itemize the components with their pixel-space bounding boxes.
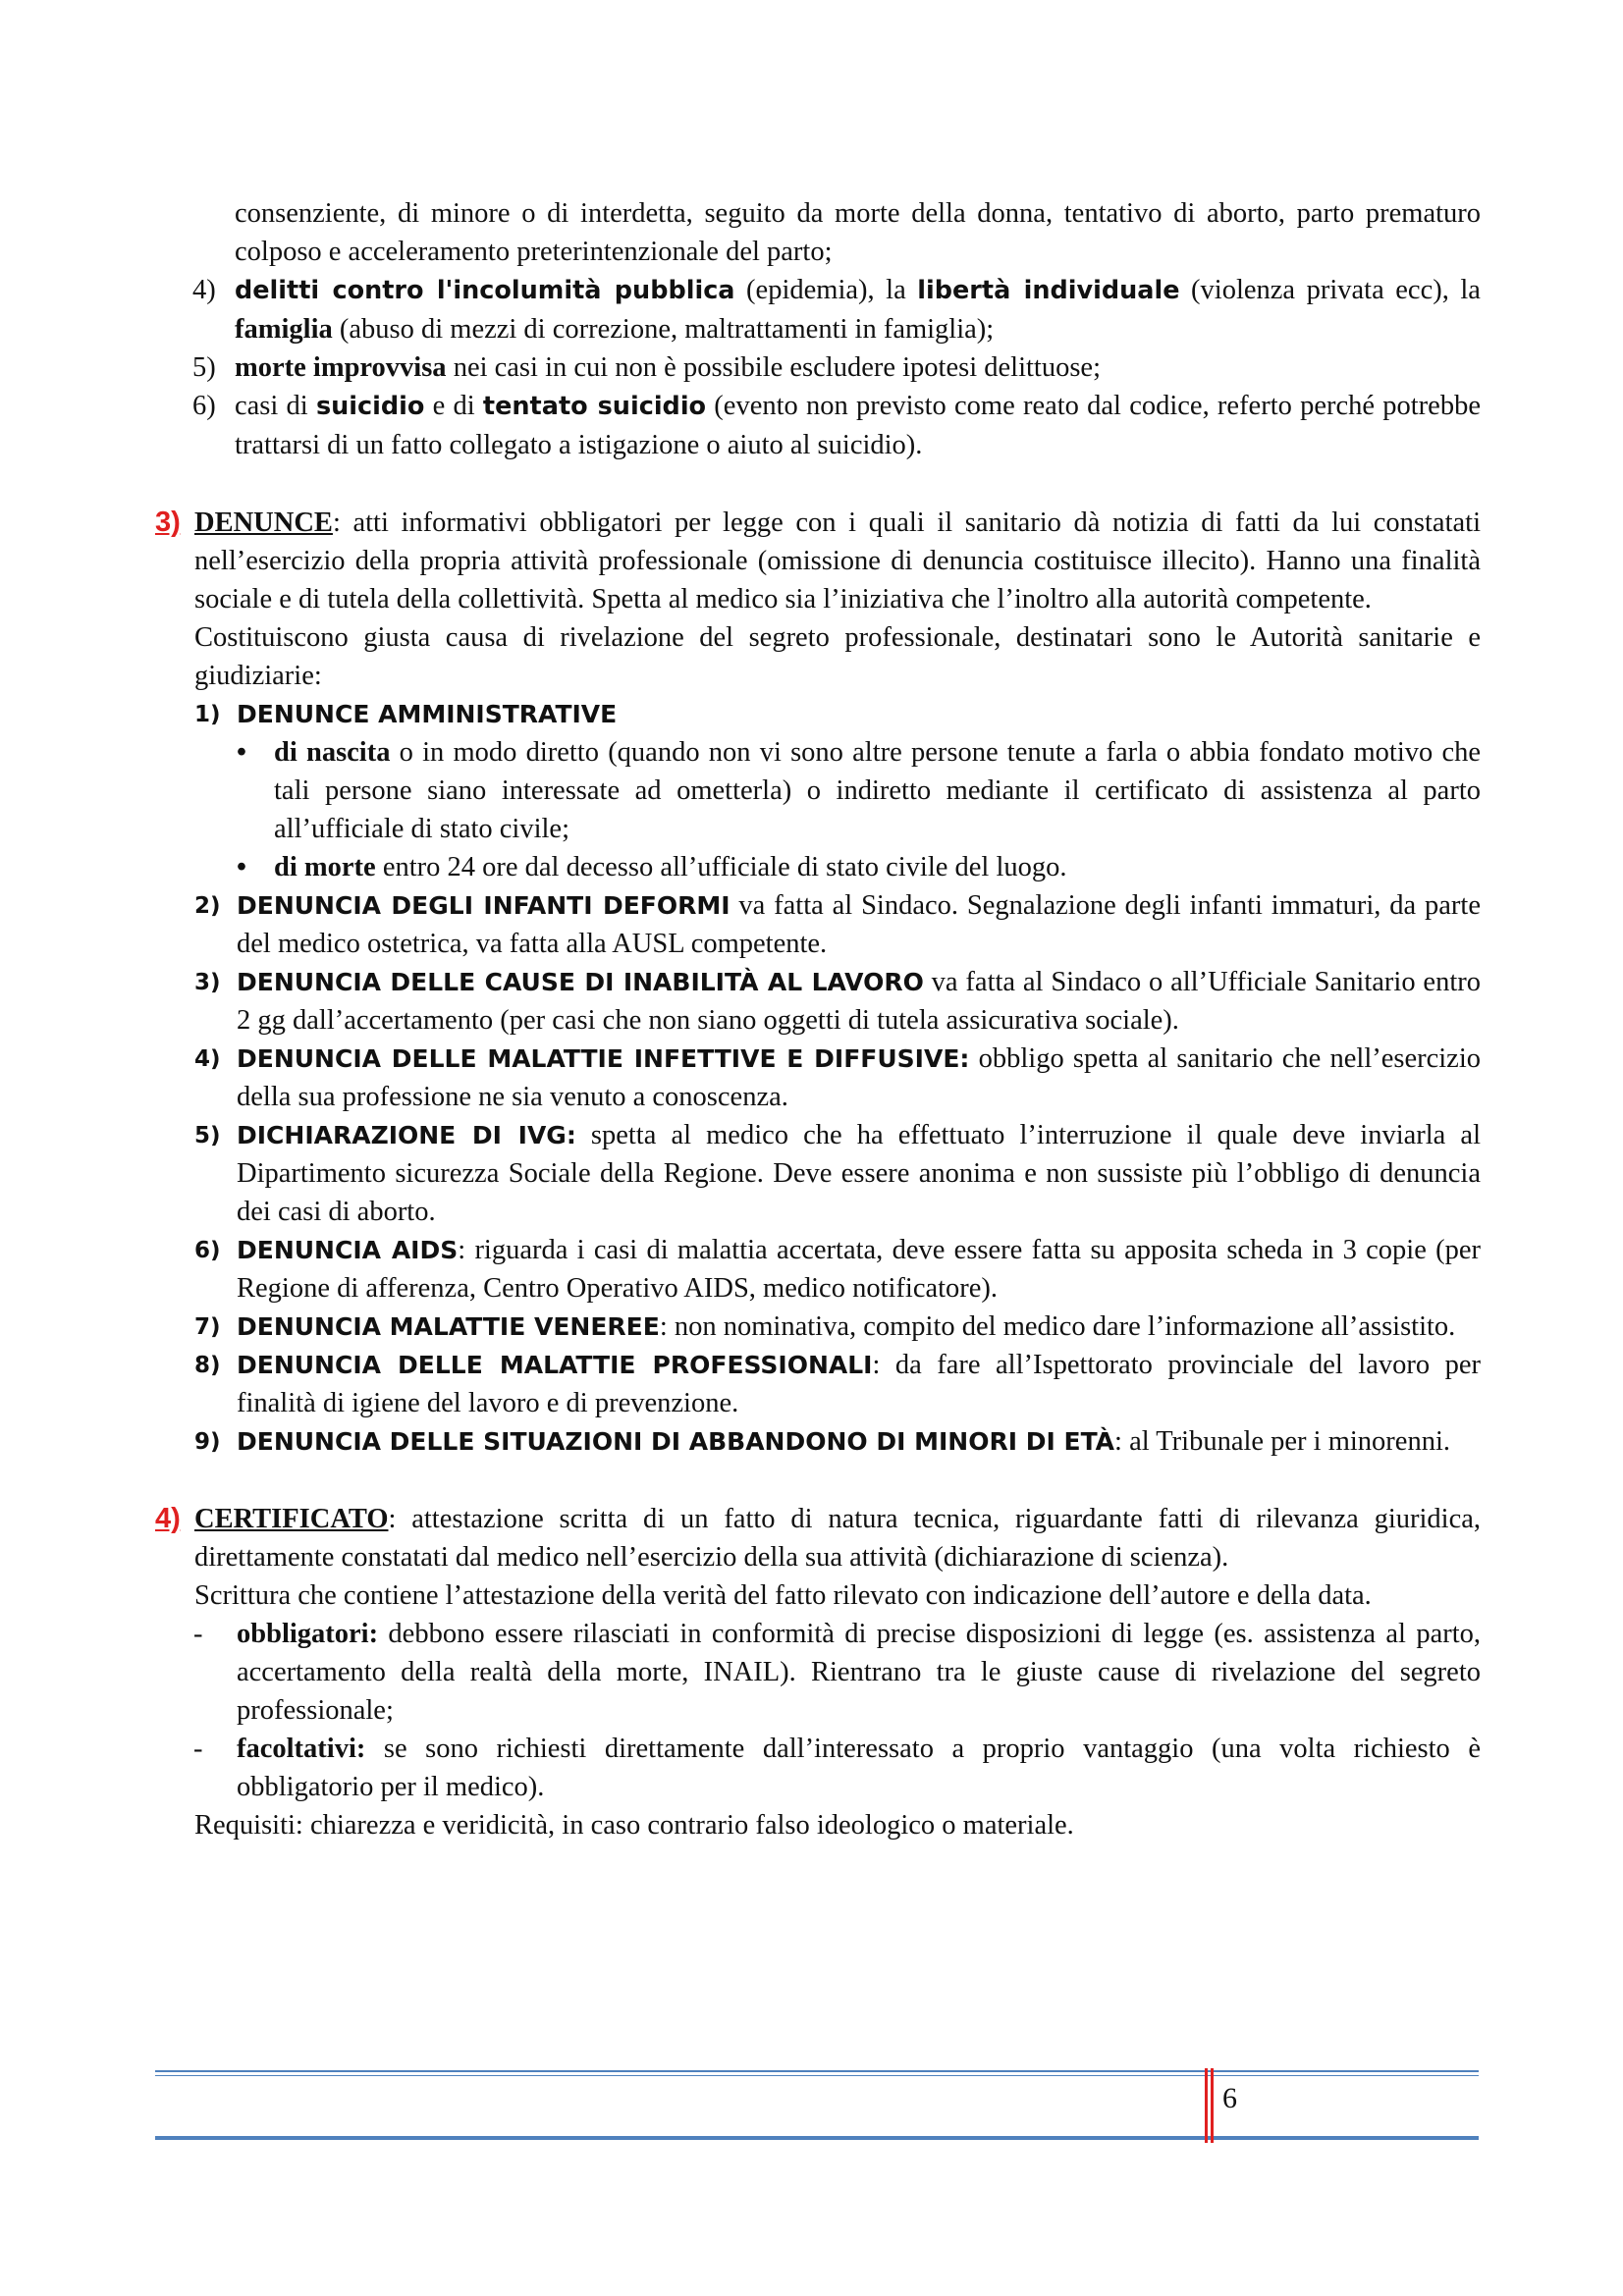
footer-rule-bottom xyxy=(155,2136,1479,2140)
text: (epidemia), la xyxy=(734,275,918,305)
subsection-title: DENUNCIA MALATTIE VENEREE xyxy=(237,1312,660,1341)
subsection-title: DENUNCIA AIDS xyxy=(237,1236,459,1264)
dash-item xyxy=(194,1615,1481,1730)
subsection-number: 8) xyxy=(194,1353,221,1378)
subsection-title: DENUNCIA DEGLI INFANTI DEFORMI xyxy=(237,891,730,920)
list-item xyxy=(192,271,1481,348)
text: e di xyxy=(424,391,483,421)
page-number: 6 xyxy=(1222,2082,1237,2114)
text: (violenza privata ecc), la xyxy=(1179,275,1481,305)
dash-icon: - xyxy=(193,1619,203,1649)
section-title: CERTIFICATO xyxy=(194,1504,389,1534)
section-title: DENUNCE xyxy=(194,507,333,538)
offenses-list xyxy=(192,194,1481,464)
bullet-icon: • xyxy=(237,852,246,882)
subsection-item xyxy=(194,1346,1481,1422)
subsection-item xyxy=(194,1422,1481,1461)
subsection-number: 7) xyxy=(194,1314,221,1340)
subsection-item xyxy=(194,695,1481,733)
list-number: 4) xyxy=(192,275,216,305)
section-denunce xyxy=(155,504,1482,1461)
text: casi di xyxy=(235,391,316,421)
list-item xyxy=(192,348,1481,387)
footer-accent-bar xyxy=(1211,2068,1214,2143)
text: entro 24 ore dal decesso all’ufficiale di stato civile del luogo. xyxy=(375,852,1067,882)
list-number: 5) xyxy=(192,352,216,383)
section-intro-2: Scrittura che contiene l’attestazione della verità del fatto rilevato con indicazione dell’autore e della data. xyxy=(194,1580,1372,1611)
requisiti-line: Requisiti: chiarezza e veridicità, in caso contrario falso ideologico o materiale. xyxy=(194,1810,1074,1841)
dash-icon: - xyxy=(193,1734,203,1764)
text: se sono richiesti direttamente dall’interessato a proprio vantaggio (una volta richiesto è obbligatorio per il medico). xyxy=(237,1734,1481,1802)
subsection-item xyxy=(194,963,1481,1040)
section-intro xyxy=(194,1500,1481,1576)
text: : da fare all’Ispettorato provinciale del lavoro per finalità di igiene del lavoro e di prevenzione. xyxy=(237,1350,1481,1418)
list-item xyxy=(192,387,1481,464)
subsection-number: 1) xyxy=(194,702,221,727)
subsection-item xyxy=(194,1116,1481,1231)
text: : atti informativi obbligatori per legge con i quali il sanitario dà notizia di fatti da lui constatati nell’esercizio della propria attività professionale (omissione di denuncia costituisce illecito). Hanno una finalità sociale e di tutela della collettività. Spetta al medico sia l’iniziativa che l’inoltro alla autorità competente. xyxy=(194,507,1481,614)
subsection-item xyxy=(194,1040,1481,1116)
section-intro-2: Costituiscono giusta causa di rivelazione del segreto professionale, destinatari sono le Autorità sanitarie e giudiziarie: xyxy=(194,622,1481,691)
text: : attestazione scritta di un fatto di natura tecnica, riguardante fatti di rilevanza giuridica, direttamente constatati dal medico nell’esercizio della sua attività (dichiarazione di scienza). xyxy=(194,1504,1481,1573)
section-intro xyxy=(194,504,1481,618)
text: obbligo spetta al sanitario che nell’esercizio della sua professione ne sia venuto a conoscenza. xyxy=(237,1043,1481,1112)
subsection-title: DENUNCIA DELLE CAUSE DI INABILITÀ AL LAVORO xyxy=(237,968,924,996)
text: nei casi in cui non è possibile escludere ipotesi delittuose; xyxy=(446,352,1101,383)
text: va fatta al Sindaco o all’Ufficiale Sanitario entro 2 gg dall’accertamento (per casi che non siano oggetti di tutela assicurativa sociale). xyxy=(237,967,1481,1036)
bold-term: di morte xyxy=(274,852,376,882)
bullet-icon: • xyxy=(237,737,246,768)
bold-term: morte improvvisa xyxy=(235,352,447,383)
page-content xyxy=(155,194,1482,1844)
bullet-item xyxy=(237,848,1481,886)
footer-rule-top xyxy=(155,2070,1479,2072)
bold-term: obbligatori: xyxy=(237,1619,379,1649)
subsection-number: 6) xyxy=(194,1238,221,1263)
section-number: 3) xyxy=(155,507,181,538)
footer-accent-bar xyxy=(1205,2068,1208,2143)
subsection-number: 4) xyxy=(194,1046,221,1072)
text: spetta al medico che ha effettuato l’interruzione il quale deve inviarla al Dipartimento sicurezza Sociale della Regione. Deve essere anonima e non sussiste più l’obbligo di denuncia dei casi di aborto. xyxy=(237,1120,1481,1227)
section-number: 4) xyxy=(155,1503,181,1534)
subsection-title: DENUNCIA DELLE MALATTIE INFETTIVE E DIFFUSIVE: xyxy=(237,1044,970,1073)
text: o in modo diretto (quando non vi sono altre persone tenute a farla o abbia fondato motivo che tali persone siano interessate ad ometterla) o indiretto mediante il certificato di assistenza al parto all’ufficiale di stato civile; xyxy=(274,737,1481,844)
list-continuation: consenziente, di minore o di interdetta, seguito da morte della donna, tentativo di aborto, parto prematuro colposo e acceleramento preterintenzionale del parto; xyxy=(235,198,1481,267)
text: (abuso di mezzi di correzione, maltrattamenti in famiglia); xyxy=(332,314,995,345)
bold-term: famiglia xyxy=(235,314,333,345)
bold-term: libertà individuale xyxy=(917,276,1180,305)
subsection-item xyxy=(194,1231,1481,1308)
subsection-number: 5) xyxy=(194,1123,221,1148)
subsection-number: 3) xyxy=(194,970,221,995)
text: : riguarda i casi di malattia accertata, deve essere fatta su apposita scheda in 3 copie (per Regione di afferenza, Centro Operativo AIDS, medico notificatore). xyxy=(237,1235,1482,1304)
bold-term: suicidio xyxy=(315,392,425,421)
text: debbono essere rilasciati in conformità di precise disposizioni di legge (es. assistenza al parto, accertamento della realtà della morte, INAIL). Rientrano tra le giuste cause di rivelazione del segreto professionale; xyxy=(237,1619,1481,1726)
text: va fatta al Sindaco. Segnalazione degli infanti immaturi, da parte del medico ostetrica, va fatta alla AUSL competente. xyxy=(237,890,1481,959)
bullet-item xyxy=(237,733,1481,848)
section-certificato xyxy=(155,1500,1481,1844)
footer-rule-top-thin xyxy=(155,2075,1479,2076)
bold-term: di nascita xyxy=(274,737,391,768)
bold-term: facoltativi: xyxy=(237,1734,366,1764)
text: (evento non previsto come reato dal codice, referto perché potrebbe trattarsi di un fatto collegato a istigazione o aiuto al suicidio). xyxy=(235,391,1481,460)
subsection-number: 2) xyxy=(194,893,221,919)
subsection-item xyxy=(194,1308,1481,1346)
bold-term: tentato suicidio xyxy=(482,392,707,421)
subsection-title: DENUNCE AMMINISTRATIVE xyxy=(237,700,618,728)
text: : al Tribunale per i minorenni. xyxy=(1114,1426,1450,1457)
dash-item xyxy=(194,1730,1481,1806)
list-number: 6) xyxy=(192,391,216,421)
subsection-title: DENUNCIA DELLE MALATTIE PROFESSIONALI xyxy=(237,1351,873,1379)
subsection-number: 9) xyxy=(194,1429,221,1455)
subsection-title: DENUNCIA DELLE SITUAZIONI DI ABBANDONO DI MINORI DI ETÀ xyxy=(237,1427,1115,1456)
text: : non nominativa, compito del medico dare l’informazione all’assistito. xyxy=(659,1311,1456,1342)
subsection-item xyxy=(194,886,1481,963)
subsection-title: DICHIARAZIONE DI IVG: xyxy=(237,1121,576,1149)
bold-term: delitti contro l'incolumità pubblica xyxy=(235,276,735,305)
